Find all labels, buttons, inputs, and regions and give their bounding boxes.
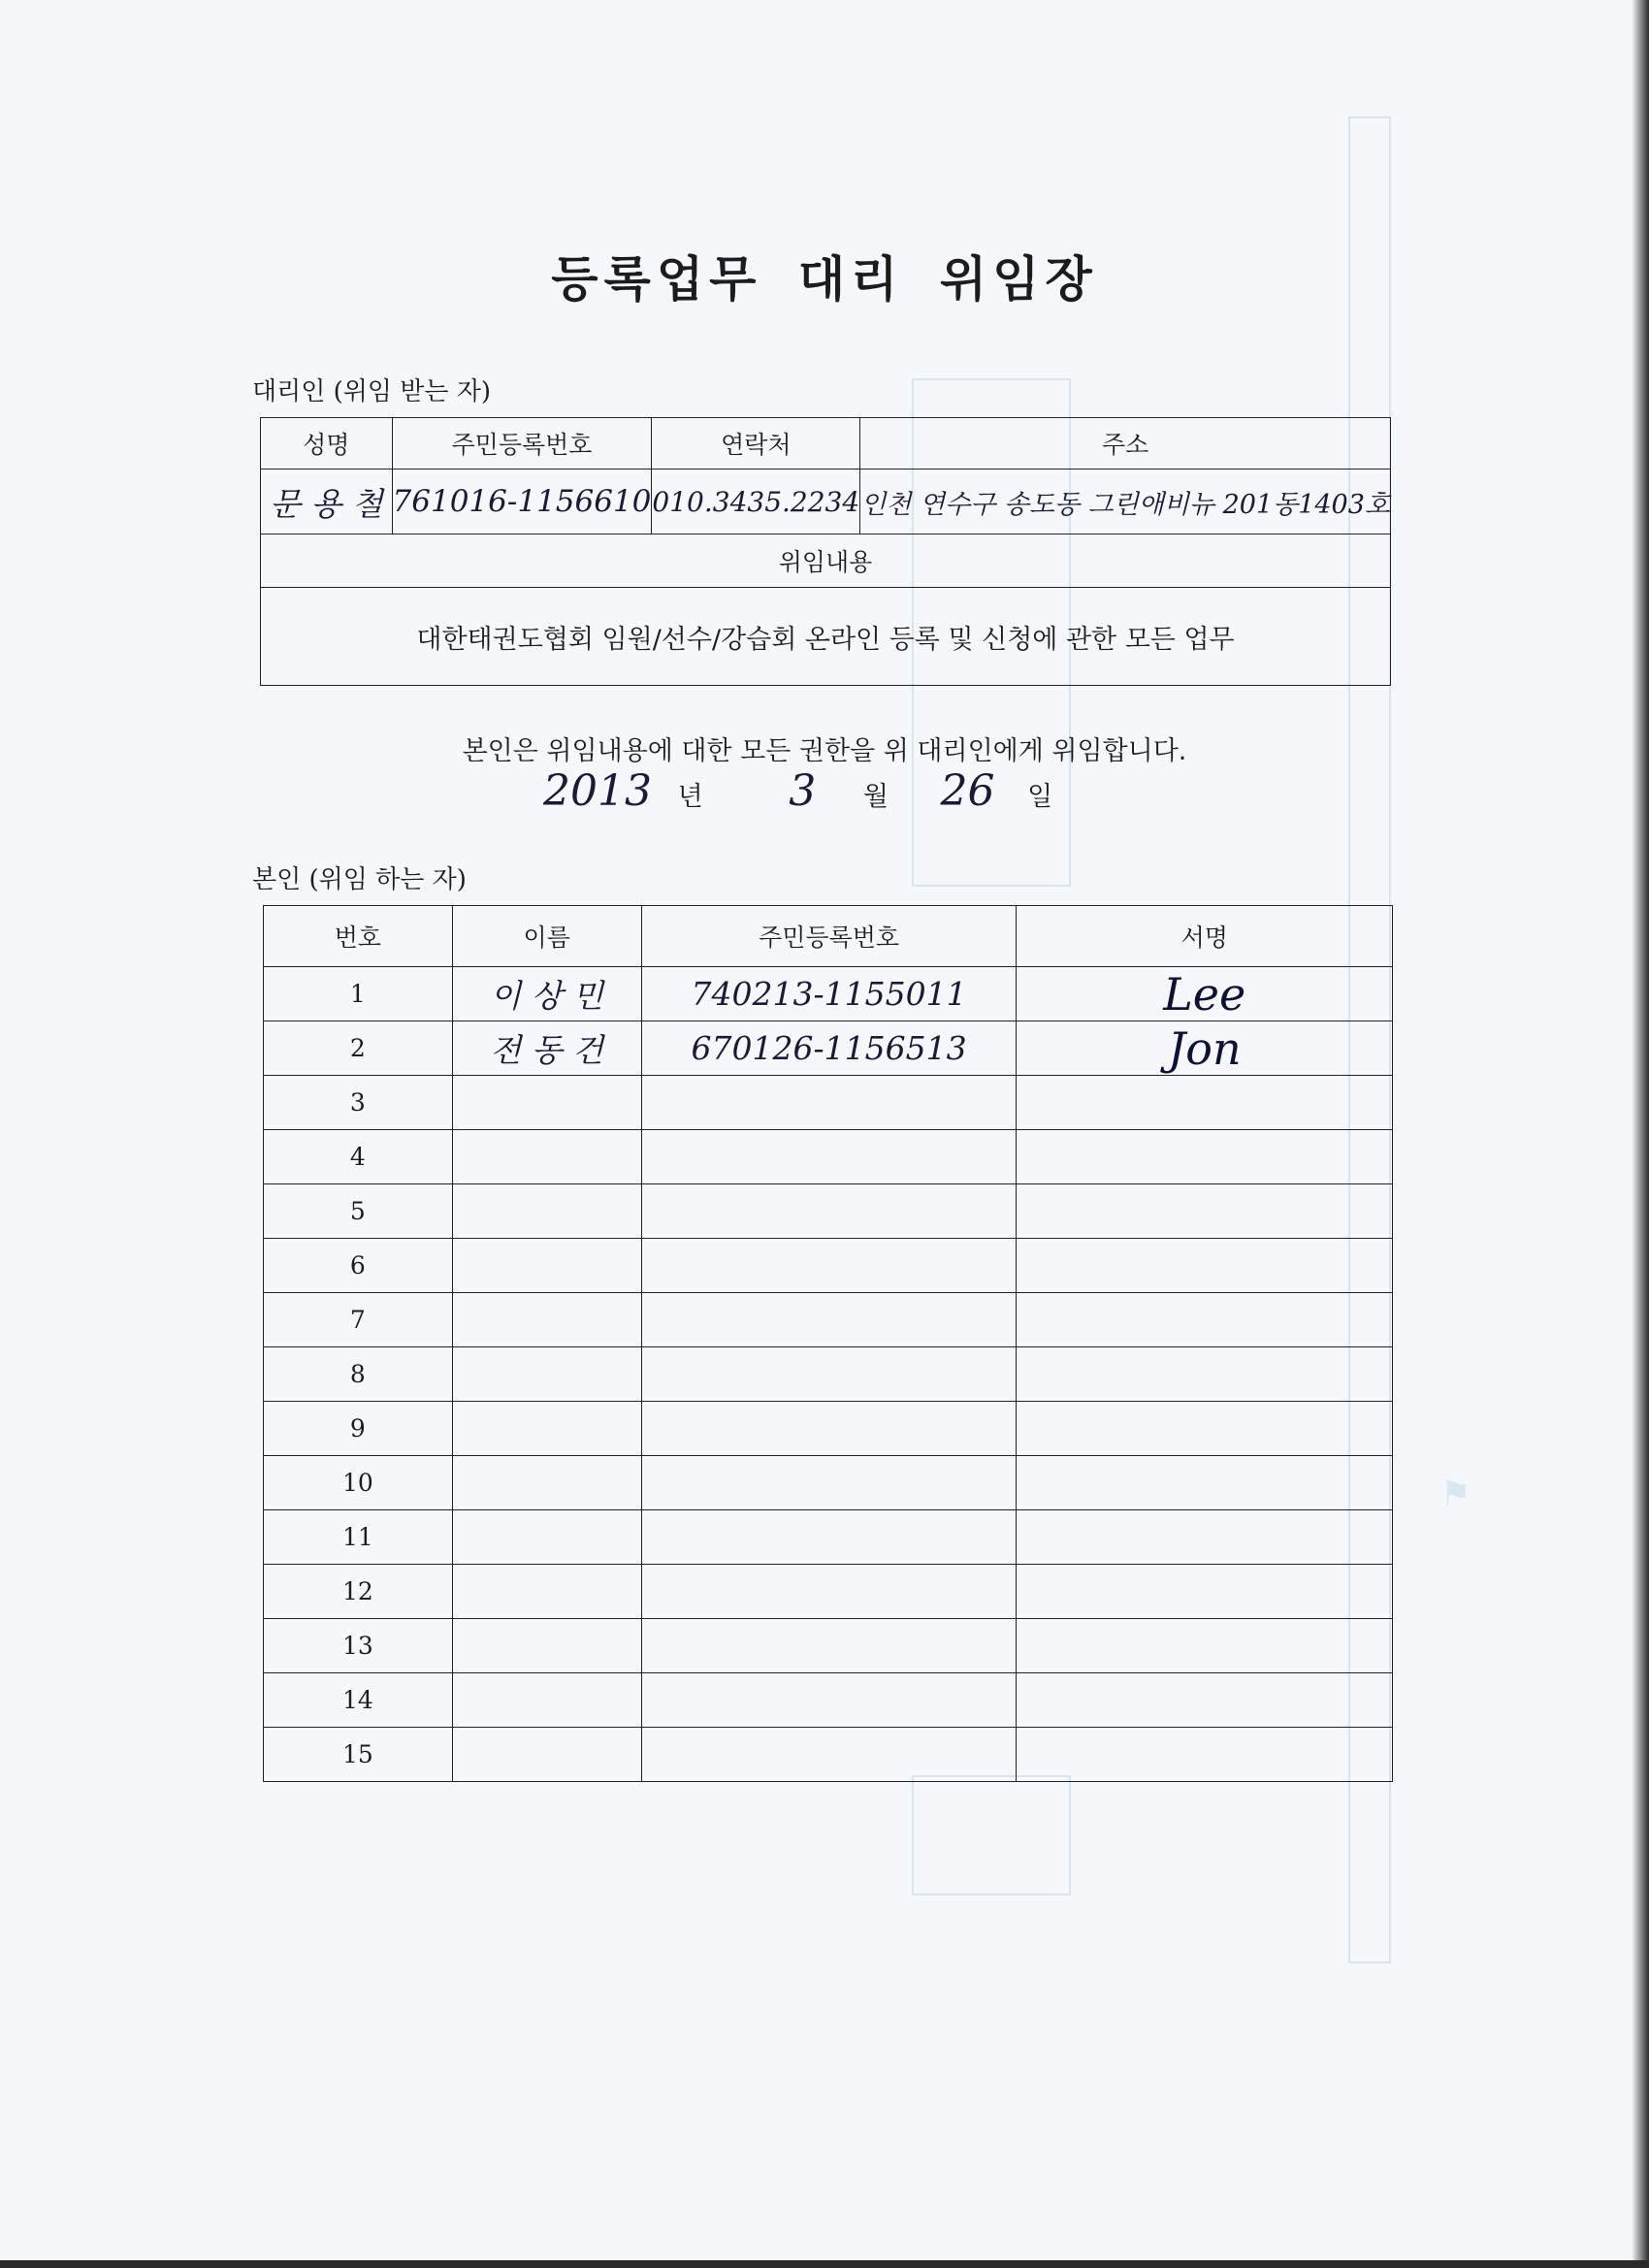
- date-day-suffix: 일: [1027, 782, 1053, 812]
- principal-rows: [264, 967, 1393, 1782]
- header-signature: 서명: [1017, 906, 1393, 967]
- mandate-header-row: [261, 535, 1391, 588]
- row-signature: [1017, 1402, 1393, 1456]
- table-row: [264, 967, 1393, 1021]
- show-through-box: [912, 1775, 1071, 1895]
- mandate-header: 위임내용: [261, 535, 1391, 588]
- header-address: 주소: [860, 418, 1391, 470]
- row-resident-number: [641, 1510, 1017, 1565]
- table-row: [264, 1565, 1393, 1619]
- row-number: 2: [264, 1021, 453, 1076]
- principal-section-label: 본인 (위임 하는 자): [252, 865, 467, 894]
- row-resident-number: [641, 1347, 1017, 1402]
- date-day: 26: [940, 766, 995, 816]
- table-row: [264, 1239, 1393, 1293]
- table-row: [264, 1021, 1393, 1076]
- row-name: [452, 1293, 641, 1347]
- row-signature: [1017, 1184, 1393, 1239]
- row-name: [452, 1619, 641, 1673]
- row-name: [452, 1673, 641, 1728]
- row-number: 7: [264, 1293, 453, 1347]
- row-name: [452, 1456, 641, 1510]
- agent-section-label: 대리인 (위임 받는 자): [252, 377, 492, 406]
- row-name: [452, 1076, 641, 1130]
- date-line: [543, 766, 1052, 816]
- row-number: 8: [264, 1347, 453, 1402]
- agent-table-row: [261, 470, 1391, 535]
- date-year-suffix: 년: [677, 782, 703, 812]
- row-signature: Lee: [1017, 967, 1393, 1021]
- agent-phone: 010.3435.2234: [652, 470, 860, 535]
- row-name: [452, 1130, 641, 1184]
- row-resident-number: 740213-1155011: [641, 967, 1017, 1021]
- principal-table: [263, 905, 1393, 1782]
- agent-resident-number: 761016-1156610: [392, 470, 652, 535]
- row-signature: Jon: [1017, 1021, 1393, 1076]
- row-number: 9: [264, 1402, 453, 1456]
- table-row: [264, 1130, 1393, 1184]
- table-row: [264, 1076, 1393, 1130]
- row-number: 12: [264, 1565, 453, 1619]
- row-signature: [1017, 1565, 1393, 1619]
- row-name: [452, 1510, 641, 1565]
- row-signature: [1017, 1347, 1393, 1402]
- row-name: 전 동 건: [452, 1021, 641, 1076]
- row-number: 15: [264, 1728, 453, 1782]
- table-row: [264, 1184, 1393, 1239]
- row-name: [452, 1565, 641, 1619]
- row-resident-number: [641, 1184, 1017, 1239]
- date-year: 2013: [543, 766, 652, 816]
- row-number: 5: [264, 1184, 453, 1239]
- header-phone: 연락처: [652, 418, 860, 470]
- row-resident-number: [641, 1402, 1017, 1456]
- agent-table-header: [261, 418, 1391, 470]
- agent-address: 인천 연수구 송도동 그린애비뉴 201동1403호: [860, 470, 1391, 535]
- table-row: [264, 1619, 1393, 1673]
- mandate-content-row: [261, 588, 1391, 686]
- date-month: 3: [789, 766, 817, 816]
- row-signature: [1017, 1456, 1393, 1510]
- row-number: 3: [264, 1076, 453, 1130]
- table-row: [264, 1510, 1393, 1565]
- header-number: 번호: [264, 906, 453, 967]
- mandate-content: 대한태권도협회 임원/선수/강습회 온라인 등록 및 신청에 관한 모든 업무: [261, 588, 1391, 686]
- table-row: [264, 1728, 1393, 1782]
- row-number: 1: [264, 967, 453, 1021]
- row-signature: [1017, 1293, 1393, 1347]
- row-resident-number: [641, 1673, 1017, 1728]
- row-number: 11: [264, 1510, 453, 1565]
- row-resident-number: [641, 1619, 1017, 1673]
- scan-edge-bottom: [0, 2260, 1649, 2268]
- row-resident-number: [641, 1565, 1017, 1619]
- show-through-mark: ⚑: [1436, 1474, 1475, 1514]
- row-signature: [1017, 1673, 1393, 1728]
- principal-table-header: [264, 906, 1393, 967]
- row-signature: [1017, 1239, 1393, 1293]
- row-name: [452, 1347, 641, 1402]
- row-name: [452, 1402, 641, 1456]
- agent-table: [260, 417, 1391, 686]
- row-resident-number: 670126-1156513: [641, 1021, 1017, 1076]
- delegation-statement: 본인은 위임내용에 대한 모든 권한을 위 대리인에게 위임합니다.: [462, 736, 1187, 766]
- row-resident-number: [641, 1130, 1017, 1184]
- row-name: 이 상 민: [452, 967, 641, 1021]
- row-signature: [1017, 1510, 1393, 1565]
- row-number: 6: [264, 1239, 453, 1293]
- row-signature: [1017, 1076, 1393, 1130]
- row-signature: [1017, 1130, 1393, 1184]
- row-resident-number: [641, 1239, 1017, 1293]
- date-month-suffix: 월: [862, 782, 889, 812]
- table-row: [264, 1673, 1393, 1728]
- header-name: 이름: [452, 906, 641, 967]
- row-number: 13: [264, 1619, 453, 1673]
- row-name: [452, 1184, 641, 1239]
- row-signature: [1017, 1619, 1393, 1673]
- table-row: [264, 1402, 1393, 1456]
- header-name: 성명: [261, 418, 393, 470]
- row-name: [452, 1239, 641, 1293]
- table-row: [264, 1347, 1393, 1402]
- row-number: 4: [264, 1130, 453, 1184]
- document-title: 등록업무 대리 위임장: [551, 251, 1098, 308]
- header-resident-number: 주민등록번호: [392, 418, 652, 470]
- row-number: 10: [264, 1456, 453, 1510]
- table-row: [264, 1293, 1393, 1347]
- agent-name: 문 용 철: [261, 470, 393, 535]
- row-name: [452, 1728, 641, 1782]
- table-row: [264, 1456, 1393, 1510]
- header-resident-number: 주민등록번호: [641, 906, 1017, 967]
- row-resident-number: [641, 1076, 1017, 1130]
- row-resident-number: [641, 1293, 1017, 1347]
- row-number: 14: [264, 1673, 453, 1728]
- row-signature: [1017, 1728, 1393, 1782]
- row-resident-number: [641, 1456, 1017, 1510]
- scan-edge: [1632, 0, 1649, 2268]
- row-resident-number: [641, 1728, 1017, 1782]
